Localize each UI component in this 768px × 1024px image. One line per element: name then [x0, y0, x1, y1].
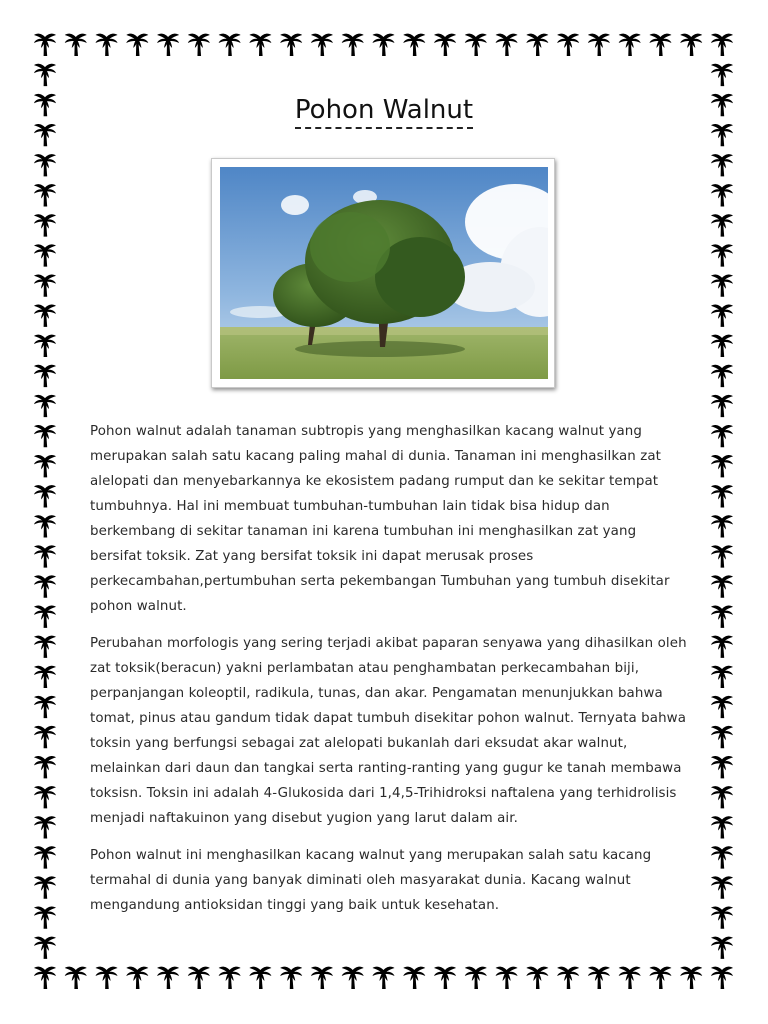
article-body: [90, 419, 690, 930]
palm-tree-icon: [711, 365, 733, 387]
palm-tree-icon: [526, 967, 548, 989]
palm-tree-icon: [34, 515, 56, 537]
palm-tree-icon: [711, 455, 733, 477]
palm-tree-icon: [434, 34, 456, 56]
palm-tree-icon: [34, 124, 56, 146]
palm-tree-icon: [34, 365, 56, 387]
palm-tree-icon: [34, 545, 56, 567]
palm-tree-icon: [34, 274, 56, 296]
palm-tree-icon: [711, 34, 733, 56]
palm-tree-icon: [711, 124, 733, 146]
palm-tree-icon: [34, 756, 56, 778]
palm-tree-icon: [34, 816, 56, 838]
palm-tree-icon: [34, 485, 56, 507]
palm-tree-icon: [34, 395, 56, 417]
palm-tree-icon: [96, 34, 118, 56]
palm-tree-icon: [373, 34, 395, 56]
paragraph-3: Pohon walnut ini menghasilkan kacang walnut yang merupakan salah satu kacang termahal di dunia yang banyak diminati oleh masyarakat dunia. Kacang walnut mengandung antioksidan tinggi yang baik untuk kesehatan.: [90, 848, 652, 913]
palm-tree-icon: [34, 455, 56, 477]
palm-tree-icon: [711, 876, 733, 898]
palm-tree-icon: [711, 214, 733, 236]
palm-tree-icon: [34, 967, 56, 989]
palm-tree-icon: [711, 545, 733, 567]
palm-tree-icon: [34, 726, 56, 748]
palm-tree-icon: [588, 34, 610, 56]
palm-tree-icon: [34, 184, 56, 206]
palm-tree-icon: [711, 726, 733, 748]
palm-tree-icon: [342, 34, 364, 56]
palm-tree-icon: [465, 34, 487, 56]
palm-tree-icon: [649, 34, 671, 56]
palm-tree-icon: [711, 906, 733, 928]
palm-tree-icon: [34, 666, 56, 688]
palm-tree-icon: [219, 967, 241, 989]
palm-tree-icon: [557, 967, 579, 989]
palm-tree-icon: [619, 967, 641, 989]
palm-tree-icon: [157, 34, 179, 56]
palm-tree-icon: [188, 967, 210, 989]
palm-tree-icon: [711, 335, 733, 357]
palm-tree-icon: [126, 34, 148, 56]
palm-tree-icon: [34, 786, 56, 808]
palm-tree-icon: [711, 244, 733, 266]
palm-tree-icon: [311, 967, 333, 989]
palm-tree-icon: [465, 967, 487, 989]
palm-tree-icon: [711, 305, 733, 327]
palm-tree-icon: [680, 34, 702, 56]
palm-tree-icon: [373, 967, 395, 989]
palm-tree-icon: [711, 515, 733, 537]
palm-tree-icon: [711, 606, 733, 628]
palm-tree-icon: [711, 425, 733, 447]
palm-tree-icon: [96, 967, 118, 989]
palm-tree-icon: [711, 696, 733, 718]
palm-tree-icon: [434, 967, 456, 989]
palm-tree-icon: [126, 967, 148, 989]
palm-tree-icon: [34, 244, 56, 266]
palm-tree-icon: [711, 786, 733, 808]
palm-tree-icon: [711, 846, 733, 868]
paragraph-2: Perubahan morfologis yang sering terjadi akibat paparan senyawa yang dihasilkan oleh zat toksik(beracun) yakni perlambatan atau penghambatan perkecambahan biji, perpanjangan koleoptil, radikula, tunas, dan akar. Pengamatan menunjukkan bahwa tomat, pinus atau gandum tidak dapat tumbuh disekitar pohon walnut. Ternyata bahwa toksin yang berfungsi sebagai zat alelopati bukanlah dari eksudat akar walnut, melainkan dari daun dan tangkai serta ranting-ranting yang gugur ke tanah membawa toksisn. Toksin ini adalah 4-Glukosida dari 1,4,5-Trihidroksi naftalena yang terhidrolisis menjadi naftakuinon yang disebut yugion yang larut dalam air.: [90, 636, 687, 826]
palm-tree-icon: [403, 34, 425, 56]
palm-tree-icon: [711, 184, 733, 206]
palm-tree-icon: [711, 485, 733, 507]
page-title-text: Pohon Walnut: [295, 95, 473, 129]
palm-tree-icon: [34, 34, 56, 56]
palm-tree-icon: [711, 154, 733, 176]
palm-tree-icon: [157, 967, 179, 989]
page-title: [0, 95, 768, 125]
palm-tree-icon: [34, 606, 56, 628]
palm-tree-icon: [588, 967, 610, 989]
palm-tree-icon: [34, 846, 56, 868]
palm-tree-icon: [711, 937, 733, 959]
palm-tree-icon: [680, 967, 702, 989]
palm-tree-icon: [249, 967, 271, 989]
palm-tree-icon: [34, 214, 56, 236]
palm-tree-icon: [280, 34, 302, 56]
palm-tree-icon: [711, 395, 733, 417]
palm-tree-icon: [34, 636, 56, 658]
palm-tree-icon: [34, 575, 56, 597]
palm-tree-icon: [557, 34, 579, 56]
walnut-tree-photo: [220, 167, 548, 379]
palm-tree-icon: [711, 64, 733, 86]
palm-tree-icon: [496, 34, 518, 56]
paragraph-1: Pohon walnut adalah tanaman subtropis yang menghasilkan kacang walnut yang merupakan salah satu kacang paling mahal di dunia. Tanaman ini menghasilkan zat alelopati dan menyebarkannya ke ekosistem padang rumput dan ke sekitar tempat tumbuhnya. Hal ini membuat tumbuhan-tumbuhan lain tidak bisa hidup dan berkembang di sekitar tanaman ini karena tumbuhan ini menghasilkan zat yang bersifat toksik. Zat yang bersifat toksik ini dapat merusak proses perkecambahan,pertumbuhan serta pekembangan Tumbuhan yang tumbuh disekitar pohon walnut.: [90, 424, 670, 614]
palm-tree-icon: [403, 967, 425, 989]
palm-tree-icon: [65, 34, 87, 56]
palm-tree-icon: [65, 967, 87, 989]
palm-tree-icon: [34, 335, 56, 357]
palm-tree-icon: [311, 34, 333, 56]
palm-tree-icon: [711, 756, 733, 778]
palm-tree-icon: [711, 666, 733, 688]
palm-tree-icon: [711, 274, 733, 296]
palm-tree-icon: [711, 636, 733, 658]
palm-tree-icon: [280, 967, 302, 989]
palm-tree-icon: [526, 34, 548, 56]
palm-tree-icon: [711, 816, 733, 838]
palm-tree-icon: [34, 425, 56, 447]
palm-tree-icon: [34, 876, 56, 898]
palm-tree-icon: [342, 967, 364, 989]
palm-tree-icon: [649, 967, 671, 989]
palm-tree-icon: [188, 34, 210, 56]
palm-tree-icon: [619, 34, 641, 56]
palm-tree-icon: [711, 967, 733, 989]
palm-tree-icon: [34, 937, 56, 959]
palm-tree-icon: [249, 34, 271, 56]
palm-tree-icon: [34, 305, 56, 327]
palm-tree-icon: [34, 906, 56, 928]
palm-tree-icon: [34, 154, 56, 176]
palm-tree-icon: [219, 34, 241, 56]
palm-tree-icon: [711, 575, 733, 597]
palm-tree-icon: [34, 64, 56, 86]
palm-tree-icon: [34, 696, 56, 718]
palm-tree-icon: [496, 967, 518, 989]
walnut-tree-photo-frame: [211, 158, 555, 388]
